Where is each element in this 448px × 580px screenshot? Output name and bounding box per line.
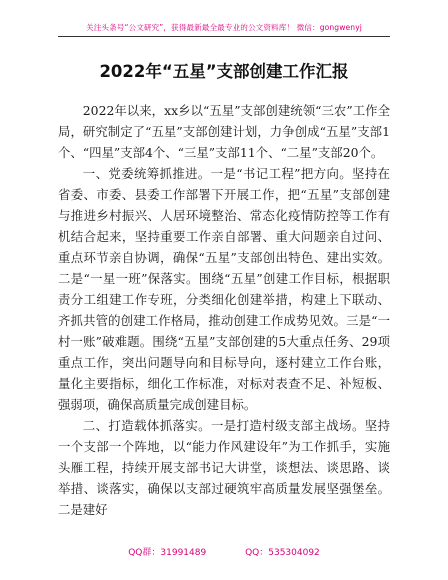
header-promo-note: 关注头条号“公文研究”，获得最新最全最专业的公文资料库！ 微信：gongwenyj	[86, 23, 362, 32]
paragraph-section-2: 二、打造载体抓落实。一是打造村级支部主战场。坚持一个支部一个阵地，以“能力作风建设年”为工作抓手，实施头雁工程，持续开展支部书记大讲堂，谈想法、谈思路、谈举措、谈落实，确保以支部过硬筑牢高质量发展坚强堡垒。二是建好	[58, 418, 390, 517]
header-divider	[58, 36, 390, 37]
footer-qq-group: QQ群：31991489	[128, 548, 207, 558]
document-body	[58, 100, 390, 520]
document-title: 2022年“五星”支部创建工作汇报	[99, 62, 349, 81]
footer-qq: QQ：535304092	[245, 548, 320, 558]
paragraph-intro: 2022年以来，xx乡以“五星”支部创建统领“三农”工作全局，研究制定了“五星”支部创建计划，力争创成“五星”支部1个、“四星”支部4个、“三星”支部11个、“二星”支部20个。	[58, 103, 390, 160]
footer-contact	[0, 545, 448, 558]
paragraph-section-1: 一、党委统筹抓推进。一是“书记工程”把方向。坚持在省委、市委、县委工作部署下开展工作，把“五星”支部创建与推进乡村振兴、人居环境整治、常态化疫情防控等工作有机结合起来，坚持重要工作亲自部署、重大问题亲自过问、重点环节亲自协调，确保“五星”支部创出特色、建出实效。二是“一星一班”保落实。围绕“五星”创建工作目标，根据职责分工组建工作专班，分类细化创建举措，构建上下联动、齐抓共管的创建工作格局，推动创建工作成势见效。三是“一村一账”破难题。围绕“五星”支部创建的5大重点任务、29项重点工作，突出问题导向和目标导向，逐村建立工作台账，量化主要指标，细化工作标准，对标对表查不足、补短板、强弱项，确保高质量完成创建目标。	[58, 166, 390, 412]
